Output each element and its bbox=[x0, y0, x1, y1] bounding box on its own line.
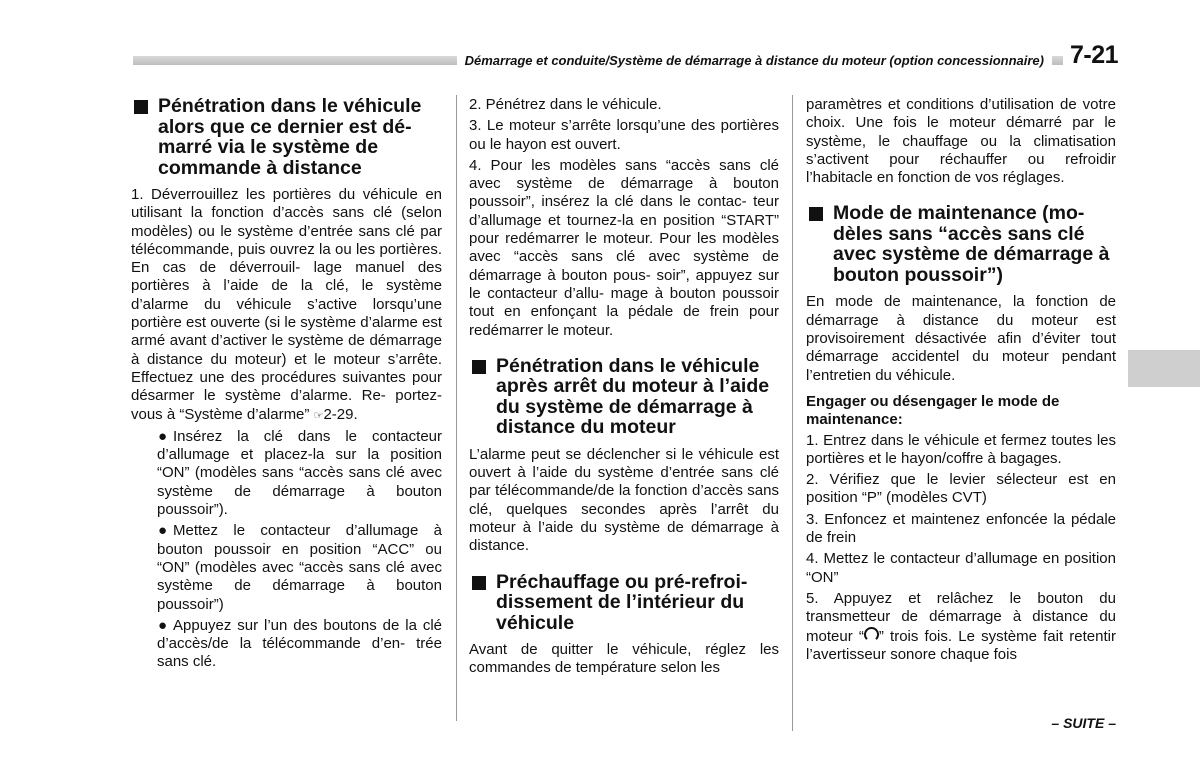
step-1: 1. Entrez dans le véhicule et fermez toutes les portières et le hayon/coffre à bagages. bbox=[806, 431, 1116, 467]
section-heading: Pénétration dans le véhicule alors que ce dernier est dé- marré via le système de commande à distance bbox=[131, 96, 442, 178]
column-3 bbox=[806, 96, 1116, 667]
heading-square-icon bbox=[472, 360, 486, 374]
paragraph: paramètres et conditions d’utilisation de votre choix. Une fois le moteur démarré par le système, le chauffage ou la climatisation s’activent pour réchauffer ou refroidir l’habitacle en fonction de vos réglages. bbox=[806, 96, 1116, 187]
heading-square-icon bbox=[809, 207, 823, 221]
paragraph: En mode de maintenance, la fonction de démarrage à distance du moteur est provisoirement désactivée afin d’éviter tout démarrage accidentel du moteur pendant l’entretien du véhicule. bbox=[806, 293, 1116, 384]
bullet-icon: ● bbox=[158, 427, 168, 445]
section-heading: Préchauffage ou pré-refroi- dissement de l’intérieur du véhicule bbox=[469, 572, 779, 634]
page-reference: 2-29. bbox=[323, 405, 358, 423]
chapter-thumb-tab bbox=[1128, 350, 1200, 387]
continued-label: – SUITE – bbox=[1051, 715, 1116, 731]
step-2: 2. Vérifiez que le levier sélecteur est en position “P” (modèles CVT) bbox=[806, 471, 1116, 507]
step-5: 5. Appuyez et relâchez le bouton du transmetteur de démarrage à distance du moteur “ ” trois fois. Le système fait retentir l’avertisseur sonore chaque fois bbox=[806, 589, 1116, 663]
step-4: 4. Mettez le contacteur d’allumage en position “ON” bbox=[806, 550, 1116, 586]
page-reference-icon: ☞ bbox=[313, 409, 324, 422]
section-heading: Pénétration dans le véhicule après arrêt du moteur à l’aide du système de démarrage à distance du moteur bbox=[469, 356, 779, 438]
step-2: 2. Pénétrez dans le véhicule. bbox=[469, 96, 662, 113]
step-3: 3. Enfoncez et maintenez enfoncée la pédale de frein bbox=[806, 510, 1116, 547]
heading-square-icon bbox=[472, 576, 486, 590]
section-heading: Mode de maintenance (mo- dèles sans “accès sans clé avec système de démarrage à bouton poussoir”) bbox=[806, 203, 1116, 285]
page-number: 7-21 bbox=[1070, 41, 1119, 69]
section-title: Démarrage et conduite/Système de démarrage à distance du moteur (option concessionnaire) bbox=[457, 53, 1052, 68]
paragraph: Avant de quitter le véhicule, réglez les commandes de température selon les bbox=[469, 641, 779, 677]
column-1 bbox=[131, 96, 442, 675]
subheading: Engager ou désengager le mode de maintenance: bbox=[806, 392, 1060, 429]
bullet-item: ● Appuyez sur l’un des boutons de la clé d’accès/de la télécommande d’en- trée sans clé. bbox=[157, 616, 442, 671]
column-divider bbox=[456, 95, 457, 721]
step-4: 4. Pour les modèles sans “accès sans clé avec système de démarrage à bouton poussoir”, insérez la clé dans le contac- teur d’allumage et tournez-la en position “START” pour redémarrer le moteur. Pour les modèles avec “accès sans clé avec système de démarrage à bouton pous- soir”, appuyez sur le contacteur d’allu- mage à bouton poussoir tout en enfonçant la pédale de frein pour redémarrer le moteur. bbox=[469, 156, 779, 339]
column-divider bbox=[792, 95, 793, 731]
remote-start-icon bbox=[864, 627, 879, 642]
heading-square-icon bbox=[134, 100, 148, 114]
bullet-icon: ● bbox=[158, 522, 168, 540]
bullet-item: ● Insérez la clé dans le contacteur d’allumage et placez-la sur la position “ON” (modèles sans “accès sans clé avec système de démarrage à bouton poussoir”). bbox=[157, 427, 442, 519]
column-2 bbox=[469, 96, 779, 681]
paragraph: L’alarme peut se déclencher si le véhicule est ouvert à l’aide du système d’entrée sans clé par télécommande/de la fonction d’accès sans clé, quelques secondes après l’arrêt du moteur à l’aide du système de démarrage à distance. bbox=[469, 445, 779, 555]
step-3: 3. Le moteur s’arrête lorsqu’une des portières ou le hayon est ouvert. bbox=[469, 117, 779, 153]
paragraph: 1. Déverrouillez les portières du véhicule en utilisant la fonction d’accès sans clé (selon modèles) ou le système d’entrée sans clé par télécommande, puis ouvrez la ou les portières. En cas de déverrouil- lage manuel des portières à l’aide de la clé, le système d’alarme du véhicule s’active lorsqu’une portière est ouverte (si le système d’alarme est armé avant d’activer le système de démarrage à distance du moteur) et le moteur s’arrête. Effectuez une des procédures suivantes pour désarmer le système d’alarme. Re- portez-vous à “Système d’alarme” ☞2-29. bbox=[131, 186, 442, 423]
bullet-icon: ● bbox=[158, 616, 168, 634]
bullet-item: ● Mettez le contacteur d’allumage à bouton poussoir en position “ACC” ou “ON” (modèles avec “accès sans clé avec système de démarrage à bouton poussoir”) bbox=[157, 522, 442, 613]
